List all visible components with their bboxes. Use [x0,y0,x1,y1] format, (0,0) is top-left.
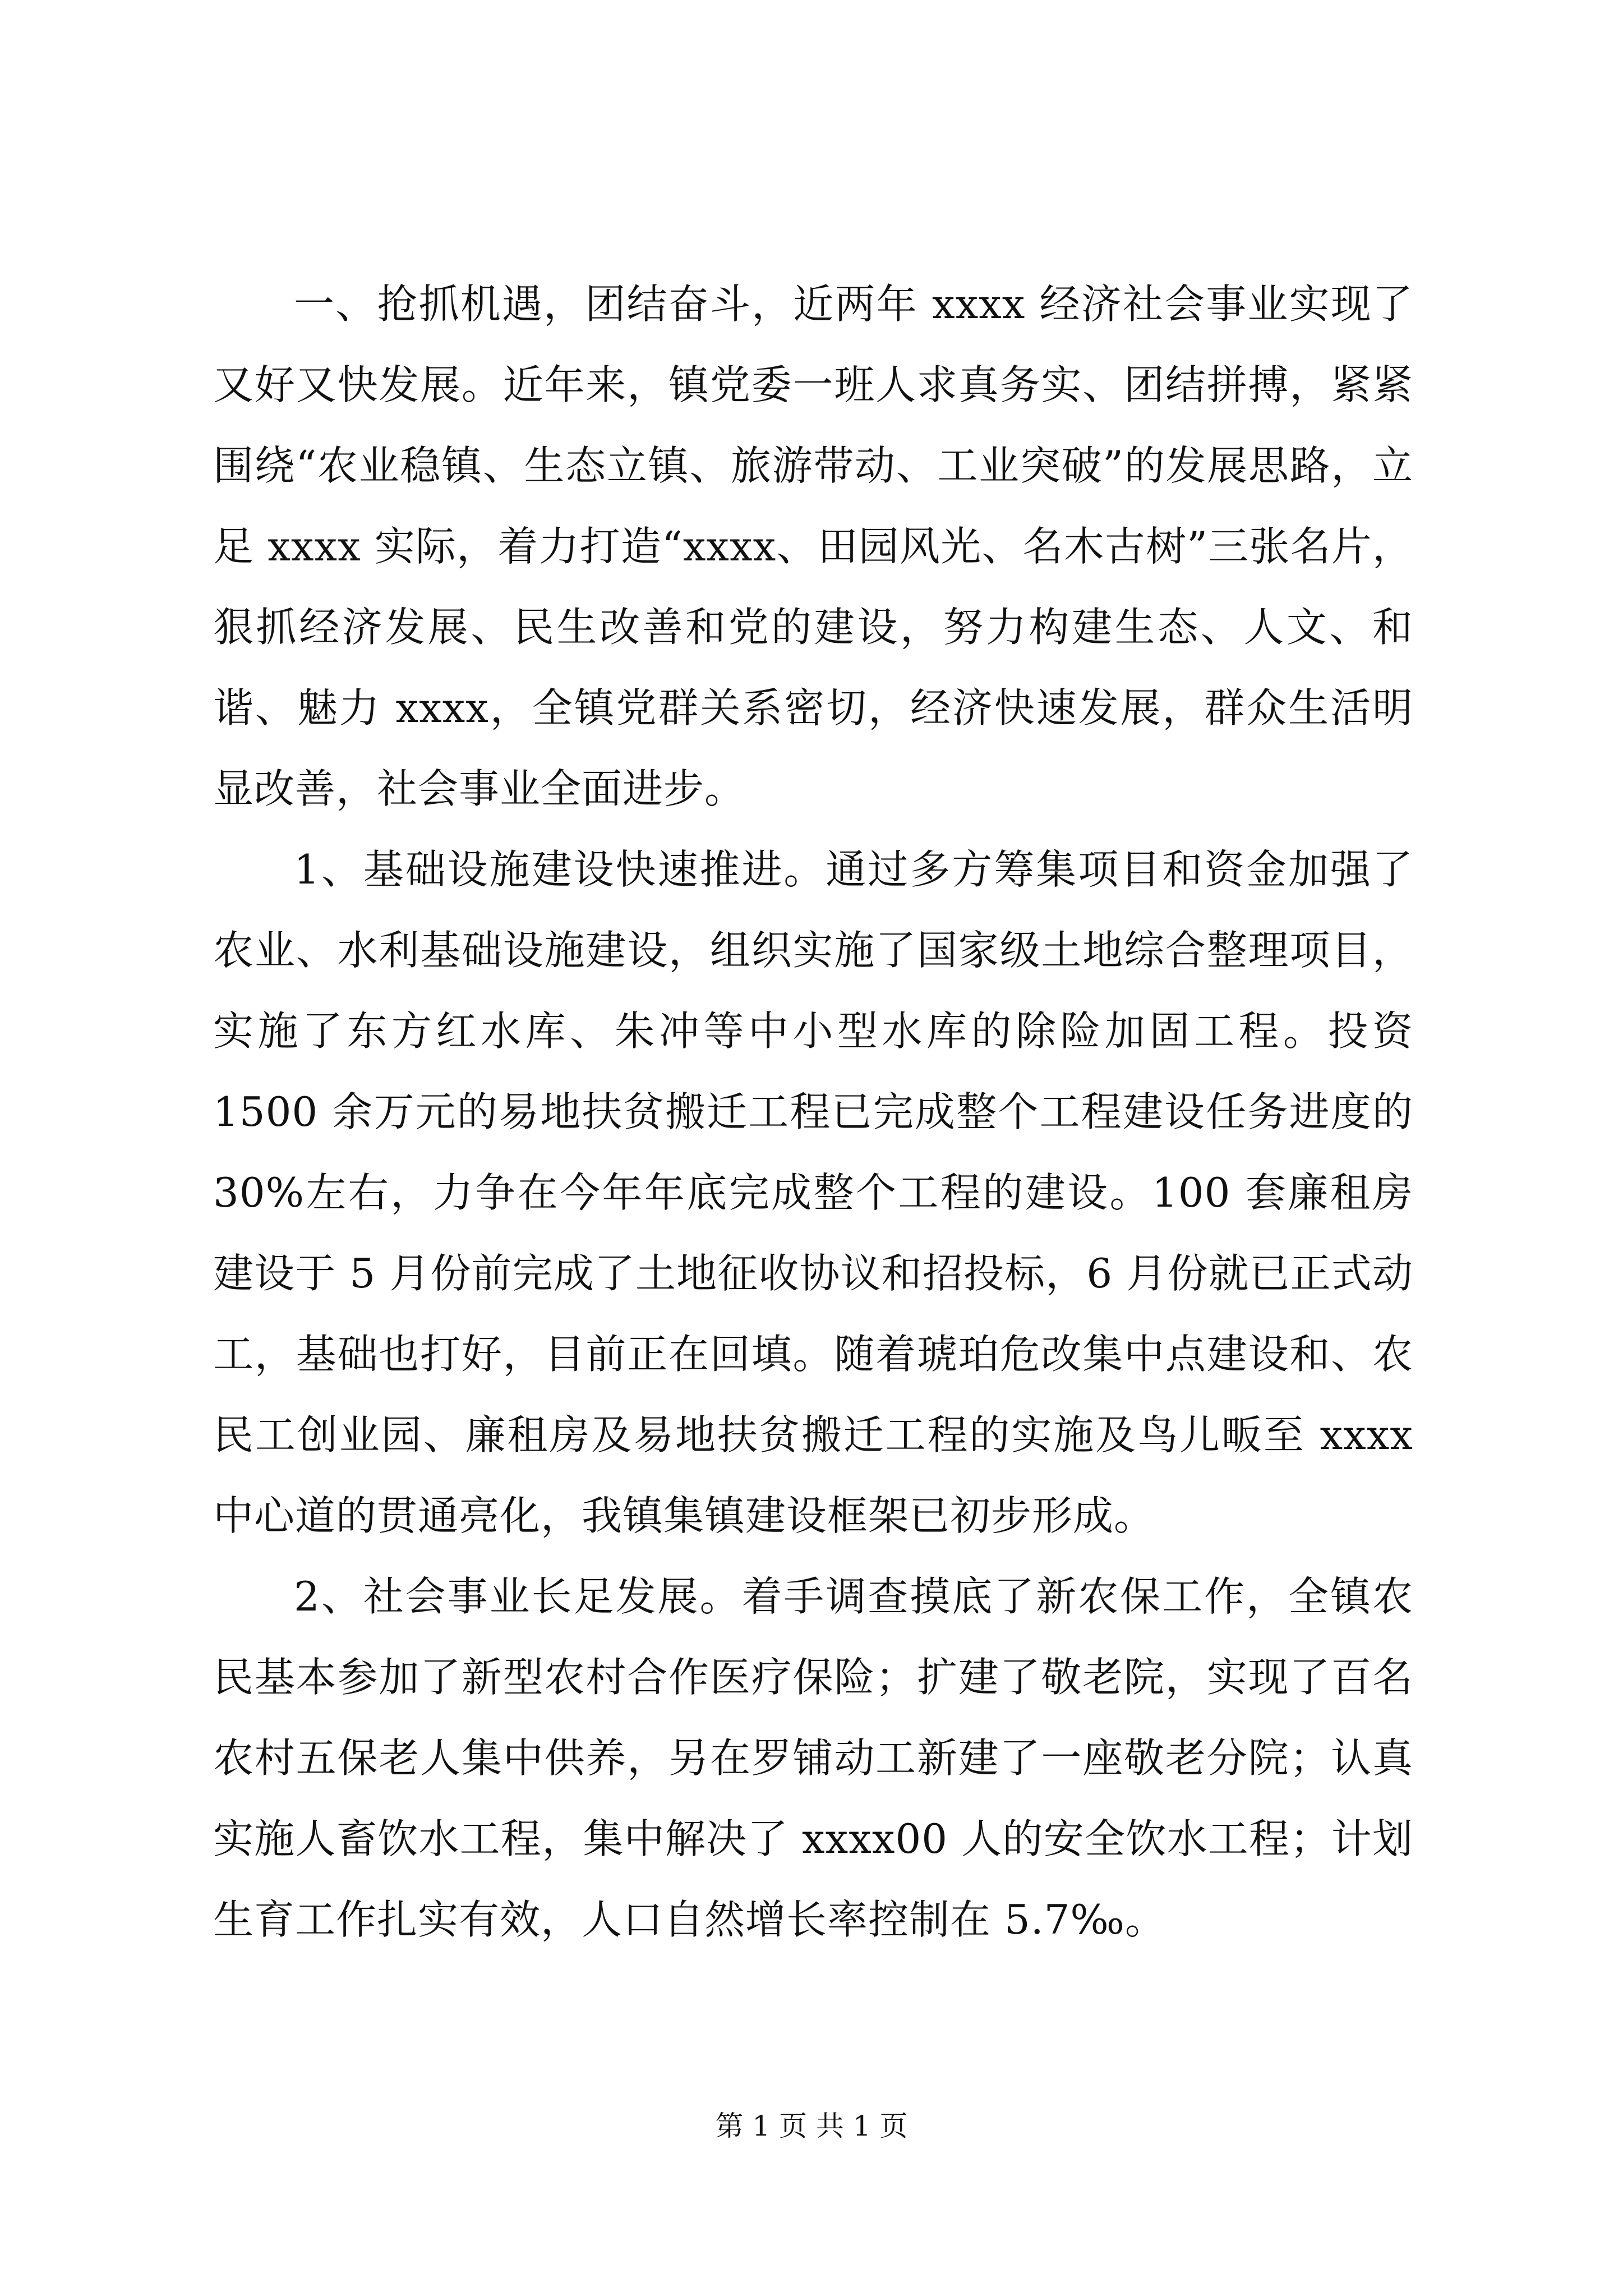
paragraph-social-affairs: 2、社会事业长足发展。着手调查摸底了新农保工作，全镇农民基本参加了新型农村合作医疗保险；扩建了敬老院，实现了百名农村五保老人集中供养，另在罗铺动工新建了一座敬老分院；认真实施人畜饮水工程，集中解决了 xxxx00 人的安全饮水工程；计划生育工作扎实有效，人口自然增长率控制在 5.7‰。 [213,1573,1413,1943]
document-body [213,264,1413,1960]
page-footer: 第 1 页 共 1 页 [715,2110,908,2142]
paragraph-infrastructure: 1、基础设施建设快速推进。通过多方筹集项目和资金加强了农业、水利基础设施建设，组织实施了国家级土地综合整理项目，实施了东方红水库、朱冲等中小型水库的除险加固工程。投资 1500 余万元的易地扶贫搬迁工程已完成整个工程建设任务进度的 30%左右，力争在今年年底完成整个工程的建设。100 套廉租房建设于 5 月份前完成了土地征收协议和招投标，6 月份就已正式动工，基础也打好，目前正在回填。随着琥珀危改集中点建设和、农民工创业园、廉租房及易地扶贫搬迁工程的实施及鸟儿畈至 xxxx 中心道的贯通亮化，我镇集镇建设框架已初步形成。 [213,846,1413,1539]
paragraph-intro: 一、抢抓机遇，团结奋斗，近两年 xxxx 经济社会事业实现了又好又快发展。近年来，镇党委一班人求真务实、团结拼搏，紧紧围绕“农业稳镇、生态立镇、旅游带动、工业突破”的发展思路，立足 xxxx 实际，着力打造“xxxx、田园风光、名木古树”三张名片，狠抓经济发展、民生改善和党的建设，努力构建生态、人文、和谐、魅力 xxxx，全镇党群关系密切，经济快速发展，群众生活明显改善，社会事业全面进步。 [213,280,1413,812]
